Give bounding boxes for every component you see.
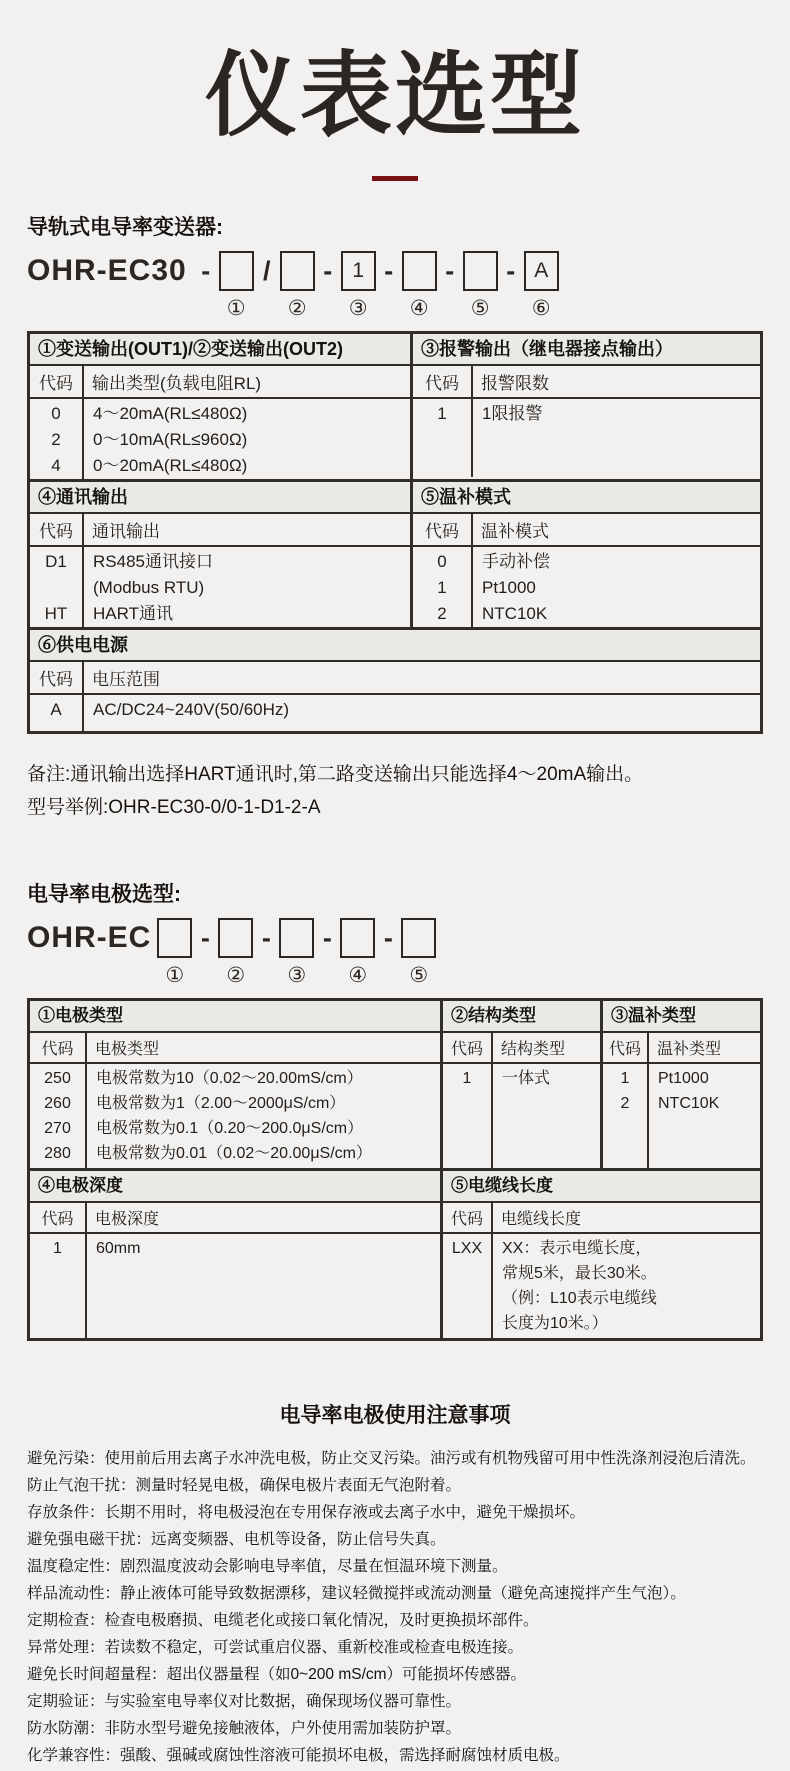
electrode-model-code xyxy=(27,918,763,986)
value-cell: 电极常数为0.01（0.02～20.00μS/cm） xyxy=(96,1145,372,1163)
transmitter-model-code xyxy=(27,251,763,319)
precaution-item: 防水防潮：非防水型号避免接触液体，户外使用需加装防护罩。 xyxy=(27,1720,462,1738)
transmitter-heading: 导轨式电导率变送器: xyxy=(27,216,223,240)
value-column-header: 结构类型 xyxy=(501,1041,566,1059)
precaution-item: 避免污染：使用前后用去离子水冲洗电极，防止交叉污染。油污或有机物残留可用中性洗涤剂浸泡后清洗。 xyxy=(27,1450,756,1468)
code-cell: 0 xyxy=(437,552,447,572)
data-rows xyxy=(443,1064,600,1168)
code-column xyxy=(413,547,473,627)
segment-number: ⑥ xyxy=(531,297,551,321)
value-cell: RS485通讯接口 xyxy=(93,552,213,572)
code-cell: 2 xyxy=(620,1095,630,1113)
model-slot-box xyxy=(219,251,254,291)
data-rows xyxy=(603,1064,760,1168)
segment-number: ⑤ xyxy=(470,297,490,321)
model-segment xyxy=(157,918,192,986)
code-cell: 1 xyxy=(462,1070,472,1088)
code-column xyxy=(30,399,84,479)
model-slot-box: 1 xyxy=(341,251,376,291)
precaution-item: 存放条件：长期不用时，将电极浸泡在专用保存液或去离子水中，避免干燥损坏。 xyxy=(27,1504,586,1522)
structure-type-block xyxy=(440,1001,600,1168)
model-separator: - xyxy=(384,256,394,287)
value-cell: Pt1000 xyxy=(482,578,536,598)
code-column xyxy=(30,695,84,731)
precaution-item: 温度稳定性：剧烈温度波动会影响电导率值，尽量在恒温环境下测量。 xyxy=(27,1558,508,1576)
data-rows xyxy=(30,1064,440,1168)
notes xyxy=(27,758,763,824)
model-segment xyxy=(340,918,375,986)
value-column xyxy=(649,1064,760,1168)
value-cell: 0～10mA(RL≤960Ω) xyxy=(93,430,248,450)
code-column-header: 代码 xyxy=(30,366,84,397)
electrode-depth-block xyxy=(30,1171,440,1338)
note-remark: 备注:通讯输出选择HART通讯时,第二路变送输出只能选择4～20mA输出。 xyxy=(27,764,644,786)
model-segment xyxy=(524,251,559,319)
section-header: ④通讯输出 xyxy=(30,482,410,514)
code-column-header: 代码 xyxy=(413,366,473,397)
precaution-item: 定期检查：检查电极磨损、电缆老化或接口氧化情况，及时更换损坏部件。 xyxy=(27,1612,539,1630)
code-column xyxy=(443,1234,493,1338)
value-column-header: 输出类型(负载电阻RL) xyxy=(92,374,262,394)
model-separator: - xyxy=(200,923,210,954)
section-header: ①电极类型 xyxy=(30,1001,440,1033)
electrode-table xyxy=(27,998,763,1341)
code-column-header: 代码 xyxy=(30,514,84,545)
tempcomp-type-block xyxy=(600,1001,760,1168)
model-separator: - xyxy=(323,256,333,287)
value-cell: Pt1000 xyxy=(658,1070,709,1088)
value-column xyxy=(84,695,760,731)
precaution-item: 防止气泡干扰：测量时轻晃电极，确保电极片表面无气泡附着。 xyxy=(27,1477,462,1495)
code-cell: 280 xyxy=(44,1145,71,1163)
comm-block xyxy=(30,482,410,627)
value-cell: （例：L10表示电缆线 xyxy=(502,1290,657,1308)
title-accent-rule xyxy=(372,176,418,181)
value-column-header: 电压范围 xyxy=(92,670,160,690)
value-cell: (Modbus RTU) xyxy=(93,578,205,598)
value-column xyxy=(87,1064,440,1168)
value-column-header: 电缆线长度 xyxy=(501,1211,582,1229)
value-column xyxy=(493,1234,760,1338)
value-column-header: 电极深度 xyxy=(95,1211,160,1229)
value-cell: 一体式 xyxy=(502,1070,551,1088)
column-header-row xyxy=(30,1203,440,1234)
code-cell: 4 xyxy=(51,456,61,476)
table-section-depth-cable xyxy=(30,1168,760,1338)
column-header-row xyxy=(443,1033,600,1064)
code-cell: 250 xyxy=(44,1070,71,1088)
model-segment xyxy=(280,251,315,319)
code-cell: 1 xyxy=(437,404,447,424)
code-column-header: 代码 xyxy=(443,1033,493,1062)
data-rows xyxy=(443,1234,760,1338)
segment-number: ① xyxy=(165,964,185,988)
electrode-type-block xyxy=(30,1001,440,1168)
value-cell: NTC10K xyxy=(658,1095,720,1113)
model-separator: - xyxy=(506,256,516,287)
code-cell: 1 xyxy=(53,1240,62,1258)
value-column-header: 电极类型 xyxy=(95,1041,160,1059)
model-slot-box xyxy=(401,918,436,958)
precaution-item: 避免强电磁干扰：远离变频器、电机等设备，防止信号失真。 xyxy=(27,1531,446,1549)
value-cell: NTC10K xyxy=(482,604,548,624)
section-header: ②结构类型 xyxy=(443,1001,600,1033)
code-column xyxy=(443,1064,493,1168)
data-rows xyxy=(413,399,760,477)
column-header-row xyxy=(30,662,760,695)
section-header: ④电极深度 xyxy=(30,1171,440,1203)
model-segment xyxy=(219,251,254,319)
value-cell: 4～20mA(RL≤480Ω) xyxy=(93,404,248,424)
value-column-header: 温补模式 xyxy=(481,522,549,542)
alarm-block xyxy=(410,334,760,479)
segment-number: ③ xyxy=(348,297,368,321)
table-section-electrode-type xyxy=(30,1001,760,1168)
model-slot-box xyxy=(157,918,192,958)
value-cell: HART通讯 xyxy=(93,604,173,624)
code-column-header: 代码 xyxy=(603,1033,649,1062)
model-separator: - xyxy=(201,256,211,287)
value-column xyxy=(493,1064,600,1168)
section-header: ⑤温补模式 xyxy=(413,482,760,514)
model-segment xyxy=(341,251,376,319)
segment-number: ④ xyxy=(409,297,429,321)
value-cell: 60mm xyxy=(96,1240,141,1258)
model-segment xyxy=(218,918,253,986)
segment-number: ① xyxy=(226,297,246,321)
model-slot-box xyxy=(340,918,375,958)
segment-number: ② xyxy=(287,297,307,321)
segment-number: ② xyxy=(226,964,246,988)
segment-number: ⑤ xyxy=(409,964,429,988)
code-cell: LXX xyxy=(451,1240,483,1258)
code-cell: 2 xyxy=(51,430,61,450)
value-cell: 电极常数为10（0.02～20.00mS/cm） xyxy=(96,1070,363,1088)
data-rows xyxy=(30,399,410,479)
precaution-item: 异常处理：若读数不稳定，可尝试重启仪器、重新校准或检查电极连接。 xyxy=(27,1639,524,1657)
section-header: ⑤电缆线长度 xyxy=(443,1171,760,1203)
code-cell: A xyxy=(50,700,62,720)
precaution-item: 化学兼容性：强酸、强碱或腐蚀性溶液可能损坏电极，需选择耐腐蚀材质电极。 xyxy=(27,1747,570,1765)
code-column xyxy=(30,547,84,627)
model-segment xyxy=(279,918,314,986)
value-cell: XX：表示电缆长度， xyxy=(502,1240,652,1258)
model-slot-box xyxy=(218,918,253,958)
model-segment xyxy=(402,251,437,319)
model-slot-box xyxy=(280,251,315,291)
model-slot-box: A xyxy=(524,251,559,291)
precautions-list xyxy=(27,1445,763,1769)
column-header-row xyxy=(30,1033,440,1064)
precaution-item: 定期验证：与实验室电导率仪对比数据，确保现场仪器可靠性。 xyxy=(27,1693,462,1711)
section-header: ③报警输出（继电器接点输出） xyxy=(413,334,760,366)
model-slot-box xyxy=(463,251,498,291)
code-column xyxy=(603,1064,649,1168)
segment-number: ③ xyxy=(287,964,307,988)
precautions-heading: 电导率电极使用注意事项 xyxy=(279,1404,511,1428)
value-column xyxy=(84,399,410,479)
page-title: 仪表选型 xyxy=(204,45,585,147)
column-header-row xyxy=(443,1203,760,1234)
code-cell: HT xyxy=(44,604,68,624)
value-cell: AC/DC24~240V(50/60Hz) xyxy=(93,700,290,720)
output-block xyxy=(30,334,410,479)
table-section-power xyxy=(30,627,760,731)
code-column-header: 代码 xyxy=(30,662,84,693)
column-header-row xyxy=(30,514,410,547)
code-column-header: 代码 xyxy=(30,1203,87,1232)
model-segment xyxy=(401,918,436,986)
data-rows xyxy=(30,547,410,627)
table-section-comm-tempcomp xyxy=(30,479,760,627)
model-slot-box xyxy=(402,251,437,291)
segment-number: ④ xyxy=(348,964,368,988)
model-segment xyxy=(463,251,498,319)
data-rows xyxy=(30,695,760,731)
column-header-row xyxy=(30,366,410,399)
value-cell: 1限报警 xyxy=(482,404,543,424)
data-rows xyxy=(30,1234,440,1338)
note-model-example: 型号举例:OHR-EC30-0/0-1-D1-2-A xyxy=(27,797,321,819)
value-column-header: 温补类型 xyxy=(657,1041,722,1059)
code-cell: 0 xyxy=(51,404,61,424)
value-column xyxy=(87,1234,440,1338)
transmitter-table xyxy=(27,331,763,734)
model-separator: - xyxy=(383,923,393,954)
value-column-header: 通讯输出 xyxy=(92,522,160,542)
cable-length-block xyxy=(440,1171,760,1338)
code-cell: 260 xyxy=(44,1095,71,1113)
column-header-row xyxy=(413,514,760,547)
code-cell: 270 xyxy=(44,1120,71,1138)
model-slot-box xyxy=(279,918,314,958)
code-cell: 2 xyxy=(437,604,447,624)
precaution-item: 避免长时间超量程：超出仪器量程（如0~200 mS/cm）可能损坏传感器。 xyxy=(27,1666,527,1684)
code-column-header: 代码 xyxy=(443,1203,493,1232)
section-header: ③温补类型 xyxy=(603,1001,760,1033)
model-prefix: OHR-EC xyxy=(27,921,152,955)
code-column-header: 代码 xyxy=(30,1033,87,1062)
code-column-header: 代码 xyxy=(413,514,473,545)
code-cell: 1 xyxy=(437,578,447,598)
model-prefix: OHR-EC30 xyxy=(27,254,187,288)
value-cell: 长度为10米。） xyxy=(502,1315,608,1333)
value-cell: 手动补偿 xyxy=(482,552,550,572)
value-cell: 电极常数为0.1（0.20～200.0μS/cm） xyxy=(96,1120,364,1138)
model-separator: - xyxy=(445,256,455,287)
electrode-heading: 电导率电极选型: xyxy=(27,883,181,907)
column-header-row xyxy=(413,366,760,399)
value-cell: 0～20mA(RL≤480Ω) xyxy=(93,456,248,476)
model-separator: - xyxy=(322,923,332,954)
table-section-outputs xyxy=(30,334,760,479)
column-header-row xyxy=(603,1033,760,1064)
code-column xyxy=(413,399,473,477)
value-column-header: 报警限数 xyxy=(481,374,549,394)
section-header: ①变送输出(OUT1)/②变送输出(OUT2) xyxy=(30,334,410,366)
value-column xyxy=(84,547,410,627)
value-cell: 电极常数为1（2.00～2000μS/cm） xyxy=(96,1095,346,1113)
code-cell: D1 xyxy=(45,552,67,572)
code-column xyxy=(30,1064,87,1168)
code-cell: 1 xyxy=(620,1070,630,1088)
value-column xyxy=(473,547,760,627)
data-rows xyxy=(413,547,760,627)
model-separator: / xyxy=(262,256,271,287)
code-column xyxy=(30,1234,87,1338)
precaution-item: 样品流动性：静止液体可能导致数据漂移，建议轻微搅拌或流动测量（避免高速搅拌产生气泡）。 xyxy=(27,1585,686,1603)
value-column xyxy=(473,399,760,477)
tempcomp-block xyxy=(410,482,760,627)
section-header: ⑥供电电源 xyxy=(30,630,760,662)
model-separator: - xyxy=(261,923,271,954)
value-cell: 常规5米，最长30米。 xyxy=(502,1265,657,1283)
